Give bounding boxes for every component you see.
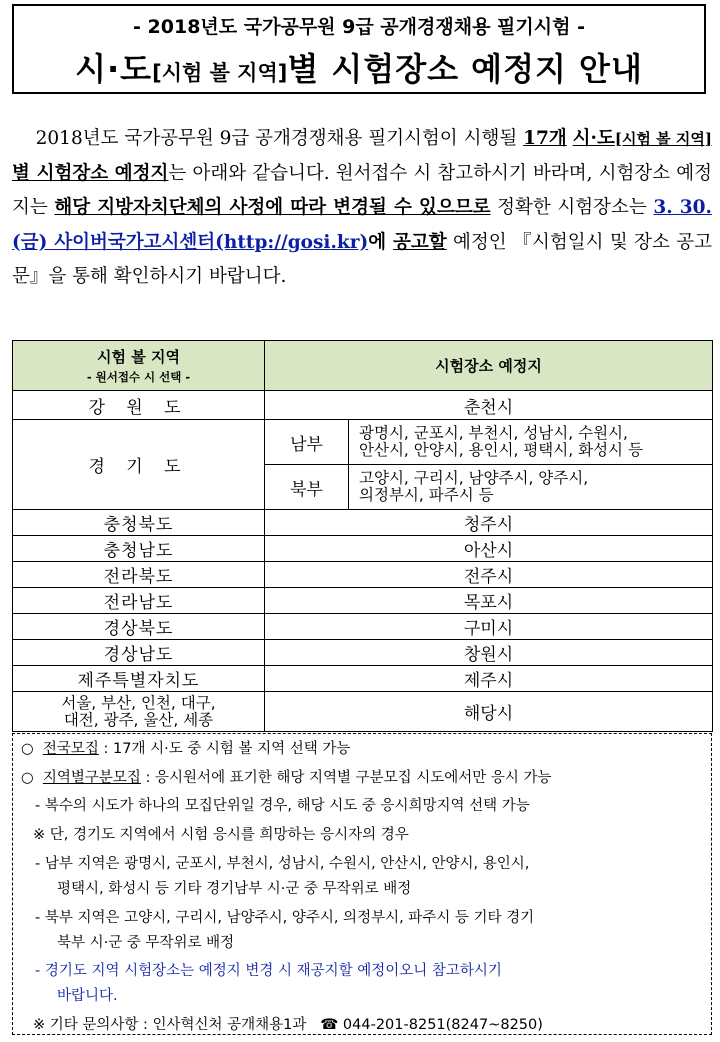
- table-row: [13, 588, 713, 614]
- region-cell: 전라북도: [13, 562, 265, 588]
- intro-part10: 에: [368, 231, 394, 253]
- table-header-row: [13, 341, 713, 391]
- title-box: [12, 4, 706, 94]
- title-region-bracket: [시험 볼 지역]: [152, 61, 288, 85]
- intro-venue-label: 별 시험장소 예정지: [12, 162, 169, 184]
- subregion-south: 남부: [265, 420, 349, 465]
- table-row: [13, 640, 713, 666]
- region-cell: 경상남도: [13, 640, 265, 666]
- note-north-cont: 북부 시·군 중 무작위로 배정: [57, 935, 235, 951]
- venue-cell: 창원시: [265, 640, 713, 666]
- note-north: - 북부 지역은 고양시, 구리시, 남양주시, 양주시, 의정부시, 파주시 등 기타 경기: [35, 910, 535, 926]
- venue-cell: 구미시: [265, 614, 713, 640]
- note-multi-region: - 복수의 시도가 하나의 모집단위일 경우, 해당 시도 중 응시희망지역 선택 가능: [35, 798, 530, 814]
- title-rest: 별 시험장소 예정지 안내: [287, 50, 643, 88]
- note-gyeonggi: ※ 단, 경기도 지역에서 시험 응시를 희망하는 응시자의 경우: [33, 827, 409, 843]
- notes-box: [12, 733, 712, 1035]
- subregion-north: 북부: [265, 465, 349, 510]
- intro-count: 17개: [523, 128, 567, 149]
- table-row: [13, 614, 713, 640]
- venue-cell: 제주시: [265, 666, 713, 692]
- region-cell: 충청북도: [13, 510, 265, 536]
- phone-number: ☎ 044-201-8251(8247~8250): [320, 1017, 543, 1033]
- intro-change-warning: 해당 지방자치단체의 사정에 따라 변경될 수 있으므로: [54, 197, 491, 218]
- table-row: [13, 391, 713, 420]
- region-cell-metro: 서울, 부산, 인천, 대구, 대전, 광주, 울산, 세종: [13, 692, 265, 732]
- intro-paragraph: [12, 122, 712, 295]
- region-cell: 충청남도: [13, 536, 265, 562]
- title-sido: 시·도: [75, 50, 153, 88]
- venue-cell: 전주시: [265, 562, 713, 588]
- south-cities: 광명시, 군포시, 부천시, 성남시, 수원시, 안산시, 안양시, 용인시, 평택시, 화성시 등: [349, 420, 713, 465]
- venue-cell: 아산시: [265, 536, 713, 562]
- venue-cell: 해당시: [265, 692, 713, 732]
- venue-cell: 목포시: [265, 588, 713, 614]
- intro-part12: 예정인 『시험일시 및 장소 공고문』을 통해 확인하시기 바랍니다.: [12, 231, 713, 287]
- intro-part6: 는 아래와 같습니다. 원서접수 시 참고하시기 바라며, 시험장소 예정지는: [12, 162, 712, 218]
- region-cell: 제주특별자치도: [13, 666, 265, 692]
- intro-sido: 시·도: [572, 128, 615, 149]
- intro-region-bracket: [시험 볼 지역]: [614, 130, 712, 148]
- table-row: [13, 510, 713, 536]
- header-venue: 시험장소 예정지: [265, 341, 713, 391]
- title-line1: - 2018년도 국가공무원 9급 공개경쟁채용 필기시험 -: [133, 16, 585, 38]
- region-cell: 경상북도: [13, 614, 265, 640]
- note-south: - 남부 지역은 광명시, 군포시, 부천시, 성남시, 수원시, 안산시, 안양시, 용인시,: [35, 856, 530, 872]
- note-regional: ○ 지역별구분모집 : 응시원서에 표기한 해당 지역별 구분모집 시도에서만 응시 가능: [21, 770, 552, 786]
- title-line2: [14, 44, 704, 90]
- venue-cell: 춘천시: [265, 391, 713, 420]
- table-row: [13, 536, 713, 562]
- note-change-notice: - 경기도 지역 시험장소는 예정지 변경 시 재공지할 예정이오니 참고하시기: [35, 963, 502, 979]
- table-row: [13, 562, 713, 588]
- intro-part8: 정확한 시험장소는: [490, 197, 654, 218]
- intro-announce: 공고할: [393, 231, 447, 253]
- table-row: [13, 692, 713, 732]
- note-change-notice-cont: 바랍니다.: [57, 988, 118, 1004]
- note-nationwide: ○ 전국모집 : 17개 시·도 중 시험 볼 지역 선택 가능: [21, 741, 351, 757]
- region-cell: 경 기 도: [13, 420, 265, 510]
- note-south-cont: 평택시, 화성시 등 기타 경기남부 시·군 중 무작위로 배정: [57, 881, 412, 897]
- region-cell: 강 원 도: [13, 391, 265, 420]
- header-region: 시험 볼 지역 - 원서접수 시 선택 -: [13, 341, 265, 391]
- table-row: [13, 420, 713, 465]
- venue-table: [12, 340, 713, 732]
- venue-cell: 청주시: [265, 510, 713, 536]
- region-cell: 전라남도: [13, 588, 265, 614]
- intro-announce-date-link[interactable]: 3. 30.(금) 사이버국가고시센터(http://gosi.kr): [12, 197, 712, 253]
- intro-part1: 2018년도 국가공무원 9급 공개경쟁채용 필기시험이 시행될: [35, 128, 524, 149]
- note-contact: ※ 기타 문의사항 : 인사혁신처 공개채용1과 ☎ 044-201-8251(8247~8250): [33, 1017, 543, 1033]
- north-cities: 고양시, 구리시, 남양주시, 양주시, 의정부시, 파주시 등: [349, 465, 713, 510]
- table-row: [13, 666, 713, 692]
